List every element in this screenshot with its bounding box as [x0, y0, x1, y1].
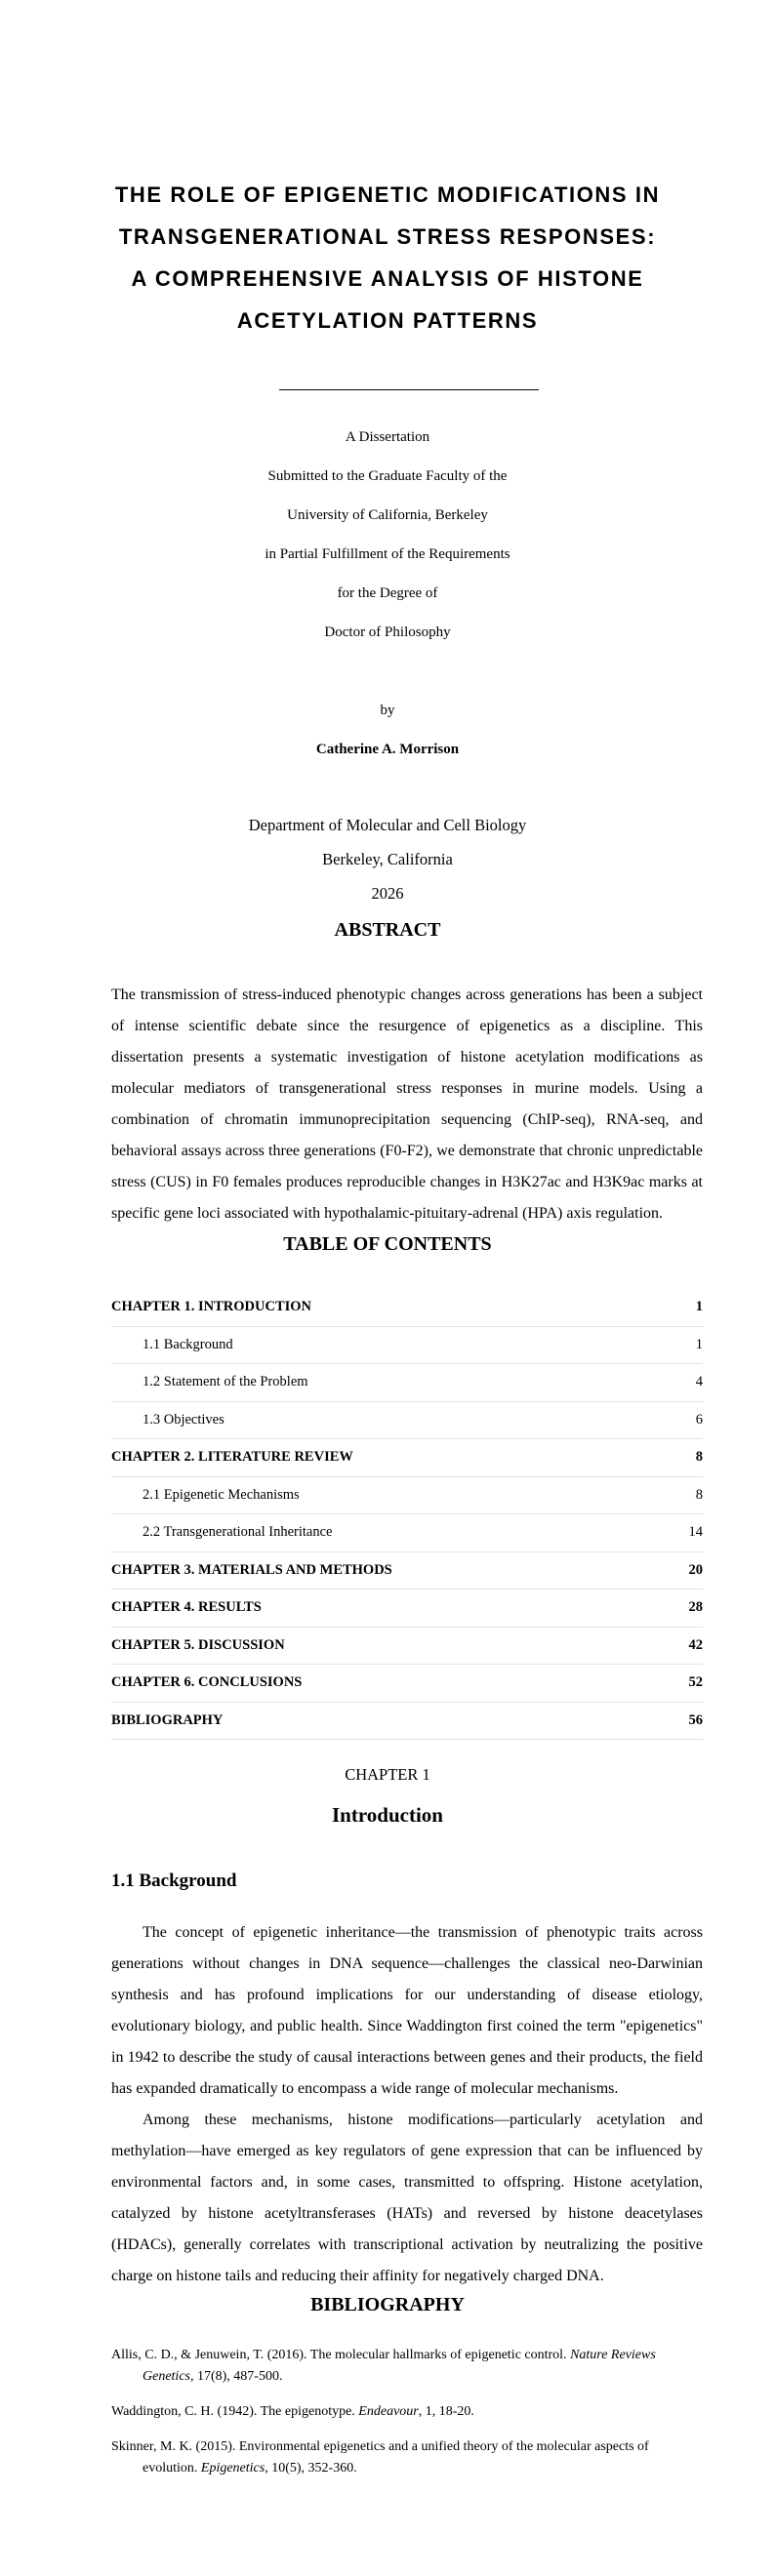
- submission-line: Submitted to the Graduate Faculty of the: [267, 468, 508, 484]
- abstract-text: The transmission of stress-induced phenotypic changes across generations has been a subject of intense scientific debate since the resurgence of epigenetics as a discipline. This dissertation presents a systematic investigation of histone acetylation modifications as molecular mediators of transgenerational stress responses in murine models. Using a combination of chromatin immunoprecipitation sequencing (ChIP-seq), RNA-seq, and behavioral assays across three generations (F0-F2), we demonstrate that chronic unpredictable stress (CUS) in F0 females produces reproducible changes in H3K27ac and H3K9ac marks at specific gene loci associated with hypothalamic-pituitary-adrenal (HPA) axis regulation.: [111, 986, 703, 1222]
- toc-label: CHAPTER 3. MATERIALS AND METHODS: [111, 1561, 392, 1578]
- abstract-heading: ABSTRACT: [334, 919, 441, 941]
- bibliography-entry: Skinner, M. K. (2015). Environmental epigenetics and a unified theory of the molecular aspects of evolution. Epigenetics, 10(5), 352-360.: [111, 2439, 649, 2475]
- submission-line: for the Degree of: [337, 585, 438, 601]
- toc-entry[interactable]: [111, 1477, 703, 1515]
- bibliography-list: [111, 2345, 703, 2493]
- submission-line: in Partial Fulfillment of the Requirements: [265, 546, 510, 562]
- toc-entry[interactable]: [111, 1552, 703, 1590]
- table-of-contents: [111, 1289, 703, 1740]
- chapter-title: Introduction: [332, 1803, 443, 1827]
- journal-name: Nature Reviews Genetics: [143, 2348, 656, 2384]
- toc-entry[interactable]: [111, 1703, 703, 1741]
- toc-label: 2.1 Epigenetic Mechanisms: [143, 1486, 300, 1503]
- chapter-label: CHAPTER 1: [345, 1765, 430, 1784]
- submission-line: A Dissertation: [345, 429, 430, 445]
- submission-line: University of California, Berkeley: [287, 507, 488, 523]
- toc-page: 56: [688, 1711, 703, 1728]
- body-paragraph: The concept of epigenetic inheritance—the transmission of phenotypic traits across generations without changes in DNA sequence—challenges the classical neo-Darwinian synthesis and has profound implications for our understanding of disease etiology, evolutionary biology, and public health. Since Waddington first coined the term "epigenetics" in 1942 to describe the study of causal interactions between genes and their products, the field has expanded dramatically to encompass a wide range of molecular mechanisms.: [111, 1924, 703, 2097]
- toc-label: 1.3 Objectives: [143, 1411, 224, 1428]
- toc-page: 14: [688, 1524, 703, 1541]
- bibliography-entry: Allis, C. D., & Jenuwein, T. (2016). The molecular hallmarks of epigenetic control. Nature Reviews Genetics, 17(8), 487-500.: [111, 2348, 656, 2384]
- location: Berkeley, California: [322, 850, 453, 868]
- toc-page: 6: [695, 1411, 703, 1428]
- toc-entry[interactable]: [111, 1289, 703, 1327]
- journal-name: Epigenetics: [200, 2461, 265, 2475]
- toc-page: 4: [695, 1374, 703, 1390]
- toc-label: CHAPTER 1. INTRODUCTION: [111, 1299, 312, 1315]
- toc-page: 1: [695, 1336, 703, 1352]
- bibliography-heading: BIBLIOGRAPHY: [310, 2294, 465, 2315]
- toc-page: 20: [688, 1561, 703, 1578]
- toc-entry[interactable]: [111, 1514, 703, 1552]
- submission-line: Doctor of Philosophy: [324, 624, 451, 640]
- toc-label: 1.2 Statement of the Problem: [143, 1374, 308, 1390]
- bibliography-entry: Waddington, C. H. (1942). The epigenotype. Endeavour, 1, 18-20.: [111, 2404, 474, 2419]
- dissertation-title: THE ROLE OF EPIGENETIC MODIFICATIONS IN TRANSGENERATIONAL STRESS RESPONSES: A COMPREHENSIVE ANALYSIS OF HISTONE ACETYLATION PATTERNS: [114, 182, 661, 333]
- department: Department of Molecular and Cell Biology: [248, 816, 527, 834]
- toc-page: 42: [688, 1636, 703, 1653]
- toc-label: BIBLIOGRAPHY: [111, 1711, 224, 1728]
- toc-page: 1: [695, 1299, 703, 1315]
- journal-name: Endeavour: [358, 2404, 419, 2419]
- toc-label: CHAPTER 2. LITERATURE REVIEW: [111, 1449, 353, 1466]
- toc-entry[interactable]: [111, 1327, 703, 1365]
- toc-entry[interactable]: [111, 1665, 703, 1703]
- author-name: Catherine A. Morrison: [315, 742, 460, 757]
- toc-entry[interactable]: [111, 1628, 703, 1666]
- by-line: by: [380, 703, 395, 718]
- year: 2026: [371, 884, 404, 903]
- section-heading: 1.1 Background: [111, 1871, 237, 1891]
- toc-entry[interactable]: [111, 1364, 703, 1402]
- toc-label: CHAPTER 6. CONCLUSIONS: [111, 1674, 303, 1691]
- toc-page: 8: [695, 1486, 703, 1503]
- body-paragraph: Among these mechanisms, histone modifications—particularly acetylation and methylation—have emerged as key regulators of gene expression that can be influenced by environmental factors and, in some cases, transmitted to offspring. Histone acetylation, catalyzed by histone acetyltransferases (HATs) and reversed by histone deacetylases (HDACs), generally correlates with transcriptional activation by neutralizing the positive charge on histone tails and reducing their affinity for negatively charged DNA.: [111, 2112, 703, 2284]
- toc-page: 8: [695, 1449, 703, 1466]
- toc-entry[interactable]: [111, 1402, 703, 1440]
- toc-page: 28: [688, 1599, 703, 1616]
- toc-entry[interactable]: [111, 1439, 703, 1477]
- toc-label: CHAPTER 4. RESULTS: [111, 1599, 262, 1616]
- toc-entry[interactable]: [111, 1590, 703, 1628]
- toc-label: 2.2 Transgenerational Inheritance: [143, 1524, 333, 1541]
- toc-label: CHAPTER 5. DISCUSSION: [111, 1636, 285, 1653]
- title-divider: [279, 389, 539, 390]
- toc-label: 1.1 Background: [143, 1336, 233, 1352]
- toc-heading: TABLE OF CONTENTS: [283, 1233, 492, 1255]
- toc-page: 52: [688, 1674, 703, 1691]
